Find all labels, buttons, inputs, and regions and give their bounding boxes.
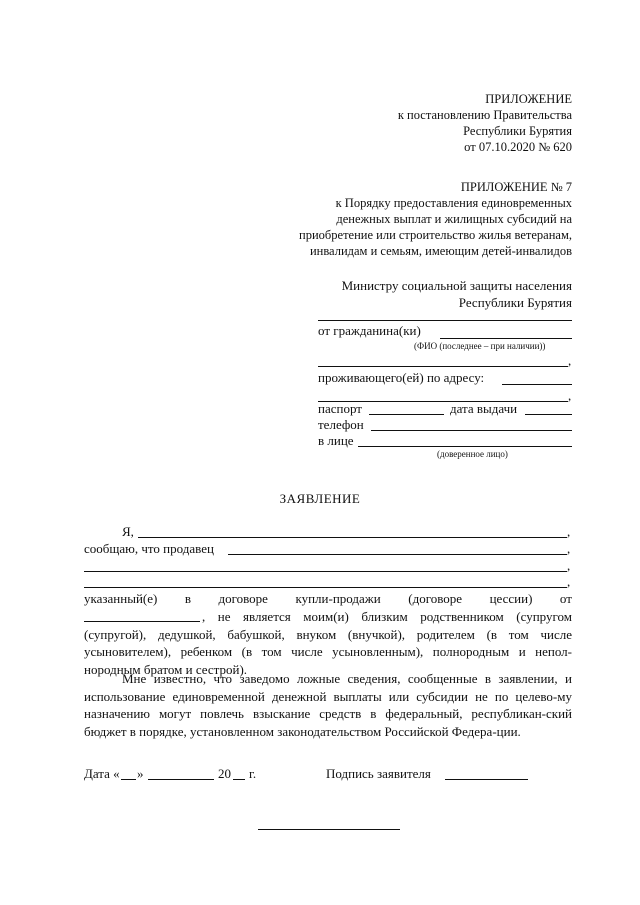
applicant-name-field[interactable] — [138, 537, 567, 538]
contract-word: в — [184, 591, 191, 606]
seller-field-cont[interactable] — [84, 587, 567, 588]
i-label: Я, — [122, 524, 134, 539]
blank-line[interactable] — [318, 320, 572, 321]
comma: , — [567, 541, 571, 556]
contract-word: цессии) — [489, 591, 533, 606]
contract-line — [84, 591, 572, 607]
statement-paragraph-2: Мне известно, что заведомо ложные сведения, сообщенные в заявлении, и использование единовременной денежной выплаты или субсидии не по целево-му назначению могут повлечь взыскание средств в федеральный, республикан-ский бюджет в порядке, установленном законодательством Российской Федера-ции. — [84, 671, 572, 739]
passport-label: паспорт — [318, 401, 362, 416]
appendix-title: ПРИЛОЖЕНИЕ — [485, 92, 572, 106]
address-field[interactable] — [502, 384, 572, 385]
representative-label: в лице — [318, 433, 354, 448]
appendix7-title: ПРИЛОЖЕНИЕ № 7 — [460, 180, 572, 194]
year-field[interactable] — [233, 779, 245, 780]
appendix-line: от 07.10.2020 № 620 — [464, 140, 572, 154]
address-label: проживающего(ей) по адресу: — [318, 370, 485, 385]
comma: , — [568, 388, 572, 403]
comma: , — [567, 524, 571, 539]
seller-field[interactable] — [228, 554, 567, 555]
issue-date-field[interactable] — [525, 414, 572, 415]
day-field[interactable] — [121, 779, 136, 780]
year-prefix: 20 — [218, 766, 231, 781]
phone-field[interactable] — [371, 430, 572, 431]
seller-label: сообщаю, что продавец — [84, 541, 214, 556]
contract-word: от — [559, 591, 572, 606]
date-mid: » — [137, 766, 144, 781]
month-field[interactable] — [148, 779, 214, 780]
appendix7-line: инвалидам и семьям, имеющим детей-инвалидов — [309, 244, 572, 258]
comma: , — [567, 574, 571, 589]
phone-label: телефон — [318, 417, 364, 432]
appendix7-line: к Порядку предоставления единовременных — [335, 196, 572, 210]
signature-field[interactable] — [445, 779, 528, 780]
year-suffix: г. — [249, 766, 257, 781]
addressee-line: Министру социальной защиты населения — [341, 278, 572, 293]
fio-field[interactable] — [440, 338, 572, 339]
appendix-line: Республики Бурятия — [463, 124, 572, 138]
contract-word: (договоре — [408, 591, 463, 606]
addressee-line: Республики Бурятия — [458, 295, 572, 310]
passport-field[interactable] — [369, 414, 444, 415]
contract-word: договоре — [218, 591, 268, 606]
appendix7-line: приобретение или строительство жилья ветеранам, — [299, 228, 572, 242]
fio-hint: (ФИО (последнее – при наличии)) — [414, 341, 546, 351]
representative-hint: (доверенное лицо) — [437, 449, 508, 459]
date-label: Дата « — [84, 766, 120, 781]
closing-divider — [258, 829, 400, 830]
appendix7-line: денежных выплат и жилищных субсидий на — [336, 212, 572, 226]
representative-field[interactable] — [358, 446, 572, 447]
contract-word: указанный(е) — [84, 591, 158, 606]
statement-title: ЗАЯВЛЕНИЕ — [279, 491, 361, 506]
from-label: от гражданина(ки) — [318, 323, 421, 338]
seller-field-cont[interactable] — [84, 571, 567, 572]
issue-date-label: дата выдачи — [450, 401, 518, 416]
signature-label: Подпись заявителя — [326, 766, 431, 781]
fio-field-cont[interactable] — [318, 366, 568, 367]
contract-word: купли-продажи — [295, 591, 381, 606]
comma: , — [568, 353, 572, 368]
appendix-line: к постановлению Правительства — [397, 108, 572, 122]
comma: , — [567, 558, 571, 573]
statement-paragraph-1: , не является моим(и) близким родственником (супругом (супругой), дедушкой, бабушкой, внуком (внучкой), родителем (в том числе усыновителем), ребенком (в том числе усыновленным), полнородным и непол-нородным братом и сестрой). — [84, 609, 572, 677]
